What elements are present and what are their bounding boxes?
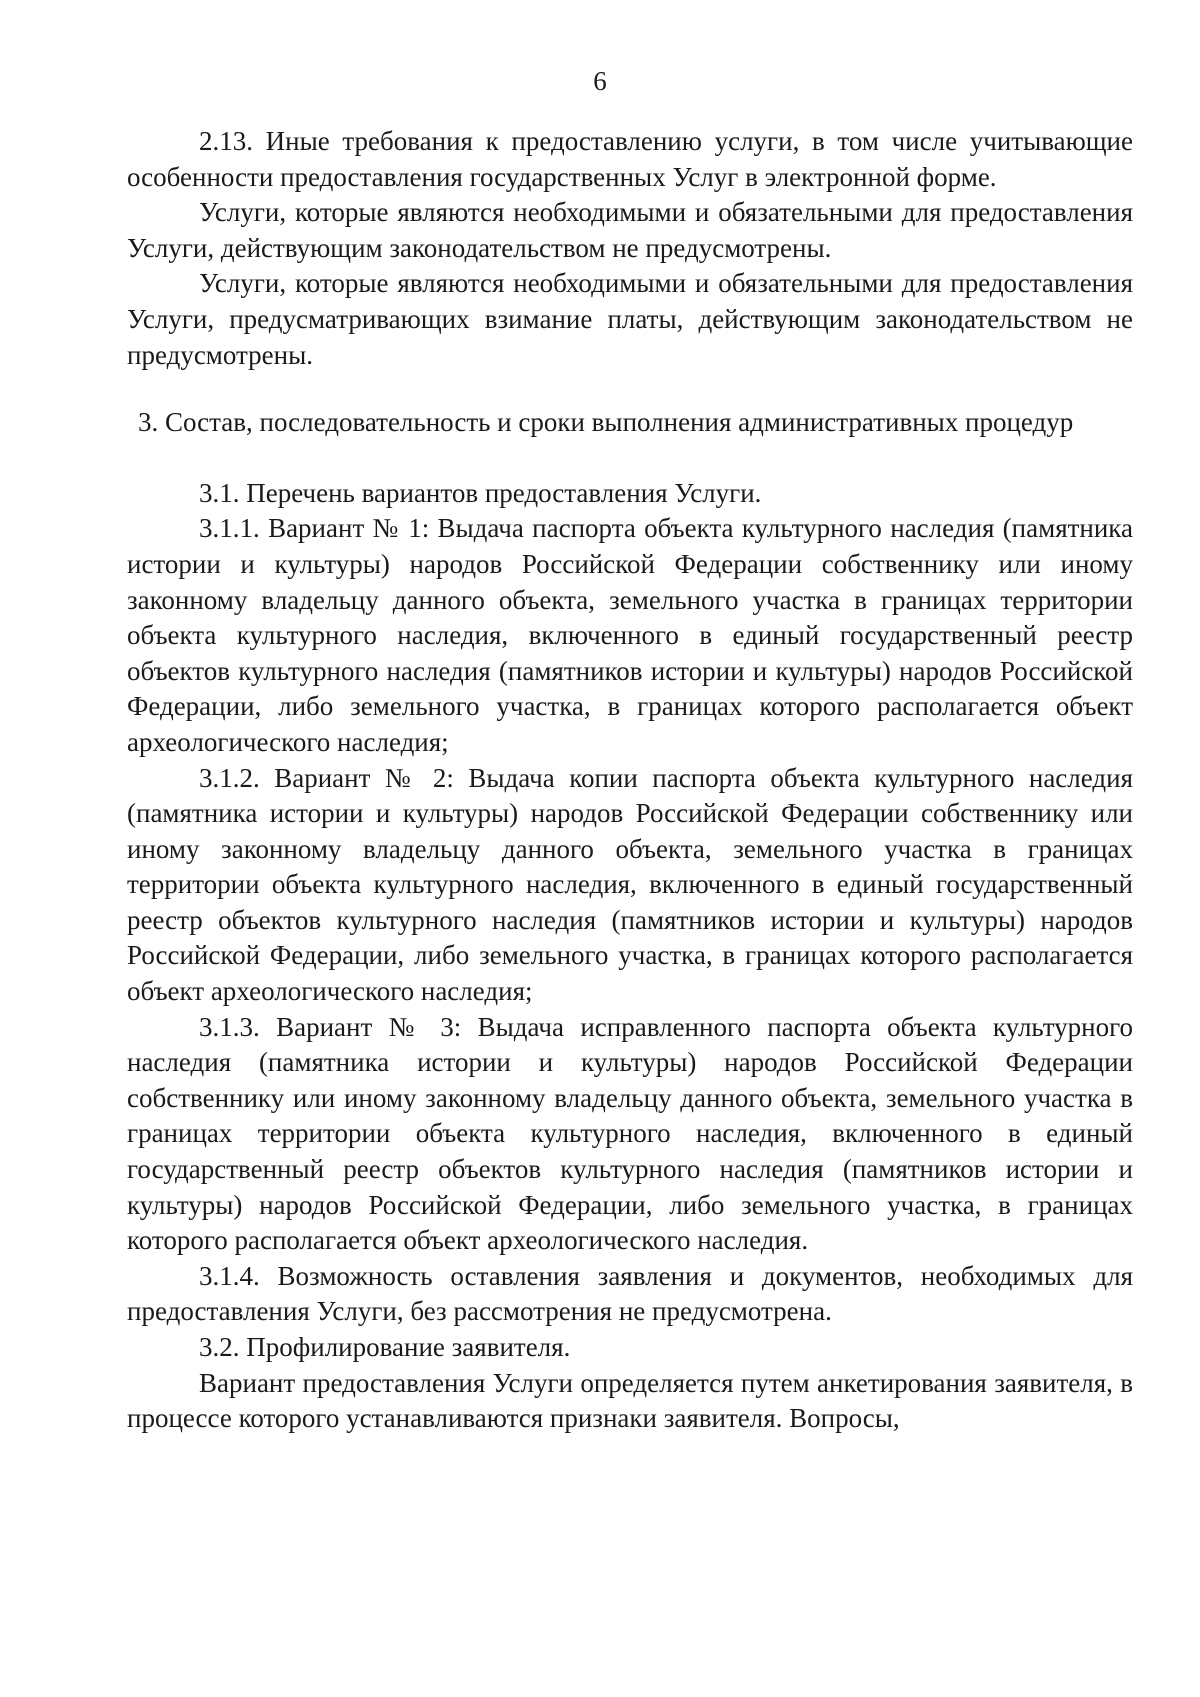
paragraph-3-1-2: 3.1.2. Вариант № 2: Выдача копии паспорта объекта культурного наследия (памятника истории и культуры) народов Российской Федерации собственнику или иному законному владельцу данного объекта, земельного участка в границах территории объекта культурного наследия, включенного в единый государственный реестр объектов культурного наследия (памятников истории и культуры) народов Российской Федерации, либо земельного участка, в границах которого располагается объект археологического наследия; [127,762,1133,1007]
paragraph-3-1-4: 3.1.4. Возможность оставления заявления и документов, необходимых для предоставления Услуги, без рассмотрения не предусмотрена. [127,1260,1133,1327]
paragraph-3-1-1: 3.1.1. Вариант № 1: Выдача паспорта объекта культурного наследия (памятника истории и культуры) народов Российской Федерации собственнику или иному законному владельцу данного объекта, земельного участка в границах территории объекта культурного наследия, включенного в единый государственный реестр объектов культурного наследия (памятников истории и культуры) народов Российской Федерации, либо земельного участка, в границах которого располагается объект археологического наследия; [127,513,1133,757]
paragraph-variant-determination: Вариант предоставления Услуги определяется путем анкетирования заявителя, в процессе которого устанавливаются признаки заявителя. Вопросы, [127,1367,1133,1434]
paragraph-2-13: 2.13. Иные требования к предоставлению услуги, в том числе учитывающие особенности предоставления государственных Услуг в электронной форме. [127,126,1133,192]
paragraph-3-1: 3.1. Перечень вариантов предоставления Услуги. [199,477,762,508]
paragraph-required-services: Услуги, которые являются необходимыми и обязательными для предоставления Услуги, действующим законодательством не предусмотрены. [127,197,1133,263]
paragraph-3-1-3: 3.1.3. Вариант № 3: Выдача исправленного паспорта объекта культурного наследия (памятника истории и культуры) народов Российской Федерации собственнику или иному законному владельцу данного объекта, земельного участка в границах территории объекта культурного наследия, включенного в единый государственный реестр объектов культурного наследия (памятников истории и культуры) народов Российской Федерации, либо земельного участка, в границах которого располагается объект археологического наследия. [127,1011,1133,1256]
document-body [127,124,1133,1437]
paragraph-paid-services: Услуги, которые являются необходимыми и обязательными для предоставления Услуги, предусматривающих взимание платы, действующим законодательством не предусмотрены. [127,268,1133,370]
section-heading-3: 3. Состав, последовательность и сроки выполнения административных процедур [138,407,1074,438]
paragraph-3-2: 3.2. Профилирование заявителя. [199,1332,571,1362]
page-number: 6 [593,66,607,96]
